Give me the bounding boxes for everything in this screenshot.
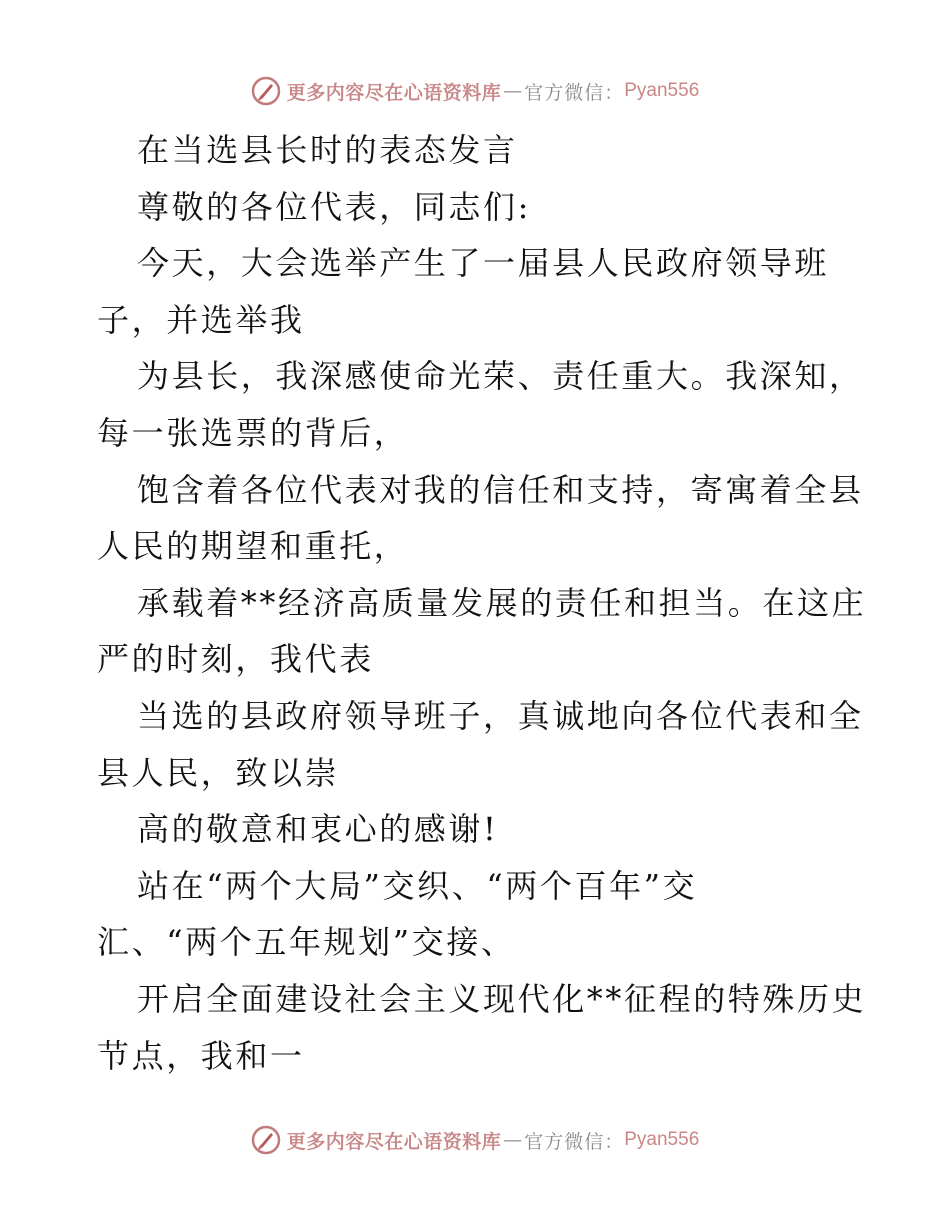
paragraph-line: 节点，我和一: [97, 1036, 305, 1075]
paragraph-line: 县人民，致以崇: [97, 753, 340, 792]
paragraph-line: 人民的期望和重托，: [97, 527, 409, 566]
paragraph-line: 严的时刻，我代表: [97, 640, 374, 679]
paragraph-line: 承载着**经济高质量发展的责任和担当。在这庄: [137, 583, 867, 622]
watermark-site-text: 更多内容尽在心语资料库: [286, 81, 502, 104]
document-body: [97, 122, 867, 1084]
paragraph-line: 为县长，我深感使命光荣、责任重大。我深知，: [137, 357, 864, 396]
quill-logo-icon: [251, 76, 281, 106]
watermark-wechat-label: 官方微信：: [524, 1130, 625, 1153]
paragraph-line: 饱含着各位代表对我的信任和支持，寄寓着全县: [137, 470, 864, 509]
paragraph-line: 开启全面建设社会主义现代化**征程的特殊历史: [137, 979, 867, 1018]
paragraph-line: 高的敬意和衷心的感谢!: [137, 810, 499, 849]
watermark-wechat-id: Pyan556: [624, 1129, 700, 1150]
paragraph-line: 汇、“两个五年规划”交接、: [97, 923, 516, 962]
paragraph-line: 尊敬的各位代表，同志们:: [137, 187, 531, 226]
watermark-dash: —: [503, 80, 523, 102]
quill-logo-icon: [251, 1125, 281, 1155]
paragraph-line: 当选的县政府领导班子，真诚地向各位代表和全: [137, 696, 864, 735]
header-watermark: [0, 71, 950, 111]
paragraph-line: 子，并选举我: [97, 300, 305, 339]
paragraph-line: 每一张选票的背后，: [97, 413, 409, 452]
footer-watermark: [0, 1120, 950, 1160]
watermark-site-text: 更多内容尽在心语资料库: [286, 1130, 502, 1153]
paragraph-line: 站在“两个大局”交织、“两个百年”交: [137, 866, 698, 905]
watermark-wechat-label: 官方微信：: [524, 81, 625, 104]
watermark-wechat-id: Pyan556: [624, 80, 700, 101]
paragraph-line: 今天，大会选举产生了一届县人民政府领导班: [137, 244, 830, 283]
document-title: 在当选县长时的表态发言: [137, 131, 518, 169]
watermark-dash: —: [503, 1129, 523, 1151]
